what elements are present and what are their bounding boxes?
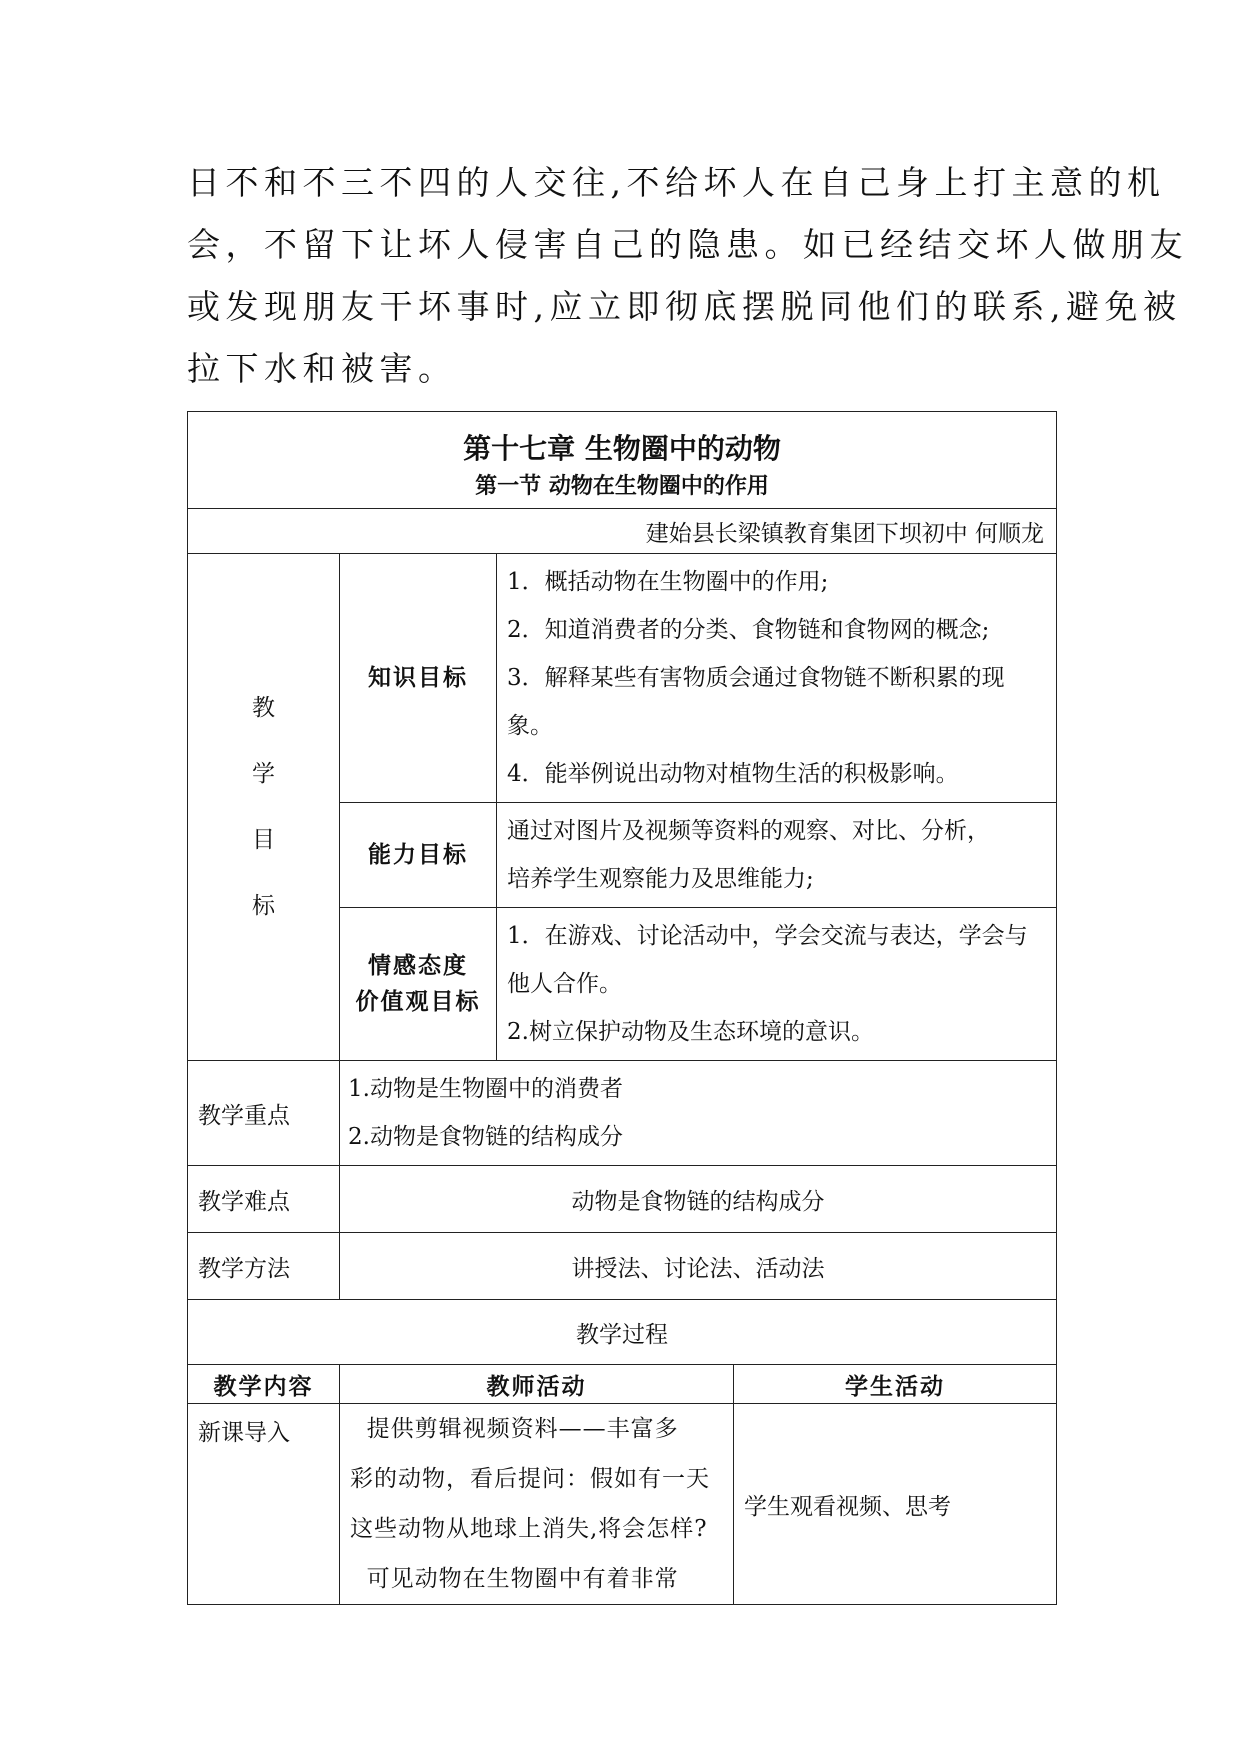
section-title: 第一节 动物在生物圈中的作用 [475, 474, 769, 499]
process-row [188, 1404, 1057, 1605]
goal-item: 1．概括动物在生物圈中的作用; [507, 569, 829, 595]
process-title: 教学过程 [188, 1300, 1057, 1365]
goal-item: 2.树立保护动物及生态环境的意识。 [507, 1019, 874, 1045]
knowledge-goal-list [497, 554, 1057, 803]
goal-item: 3．解释某些有害物质会通过食物链不断积累的现象。 [507, 665, 1005, 739]
goal-item: 1．在游戏、讨论活动中，学会交流与表达，学会与他人合作。 [507, 923, 1028, 997]
lesson-plan-table [187, 411, 1057, 1605]
header-teacher: 教师活动 [340, 1365, 734, 1404]
goal-label-char: 学 [252, 761, 275, 787]
method-row [188, 1233, 1057, 1300]
teacher-line: 可见动物在生物圈中有着非常 [350, 1566, 679, 1592]
key-point-item: 1.动物是生物圈中的消费者 [348, 1076, 623, 1102]
intro-line: 会，不留下让坏人侵害自己的隐患。如已经结交坏人做朋友 [187, 225, 1188, 264]
emotion-goal-label: 情感态度 价值观目标 [340, 908, 497, 1061]
goal-label-char: 标 [252, 893, 275, 919]
teacher-line: 提供剪辑视频资料——丰富多 [350, 1416, 679, 1442]
process-teacher-activity [340, 1404, 734, 1605]
teacher-line: 这些动物从地球上消失,将会怎样? [350, 1516, 708, 1542]
difficulty-label: 教学难点 [188, 1166, 340, 1233]
chapter-title: 第十七章 生物圈中的动物 [463, 432, 781, 465]
goal-label-char: 教 [252, 695, 275, 721]
title-row [188, 412, 1057, 509]
ability-goal-list [497, 803, 1057, 908]
ability-goal-label: 能力目标 [340, 803, 497, 908]
teacher-line: 彩的动物，看后提问：假如有一天 [350, 1466, 710, 1492]
difficulty-row [188, 1166, 1057, 1233]
intro-line: 拉下水和被害。 [187, 349, 457, 388]
process-student-activity: 学生观看视频、思考 [734, 1404, 1057, 1605]
author-line: 建始县长梁镇教育集团下坝初中 何顺龙 [188, 509, 1057, 554]
method-label: 教学方法 [188, 1233, 340, 1300]
method-value: 讲授法、讨论法、活动法 [340, 1233, 1057, 1300]
goal-item: 通过对图片及视频等资料的观察、对比、分析，培养学生观察能力及思维能力; [507, 818, 990, 892]
intro-line: 或发现朋友干坏事时,应立即彻底摆脱同他们的联系,避免被 [187, 287, 1182, 326]
teaching-goals-label [188, 554, 340, 1061]
key-points-row [188, 1061, 1057, 1166]
intro-paragraph [187, 152, 1188, 400]
key-points-list [340, 1061, 1057, 1166]
key-point-item: 2.动物是食物链的结构成分 [348, 1124, 623, 1150]
difficulty-value: 动物是食物链的结构成分 [340, 1166, 1057, 1233]
goal-label-char: 目 [252, 827, 275, 853]
header-student: 学生活动 [734, 1365, 1057, 1404]
process-header-row [188, 1365, 1057, 1404]
key-points-label: 教学重点 [188, 1061, 340, 1166]
intro-line: 日不和不三不四的人交往,不给坏人在自己身上打主意的机 [187, 163, 1166, 202]
goal-item: 2．知道消费者的分类、食物链和食物网的概念; [507, 617, 990, 643]
process-content: 新课导入 [188, 1404, 340, 1605]
goal-item: 4．能举例说出动物对植物生活的积极影响。 [507, 761, 959, 787]
knowledge-goal-label: 知识目标 [340, 554, 497, 803]
header-content: 教学内容 [188, 1365, 340, 1404]
goal-row-knowledge [188, 554, 1057, 803]
emotion-goal-list [497, 908, 1057, 1061]
author-row [188, 509, 1057, 554]
process-title-row [188, 1300, 1057, 1365]
